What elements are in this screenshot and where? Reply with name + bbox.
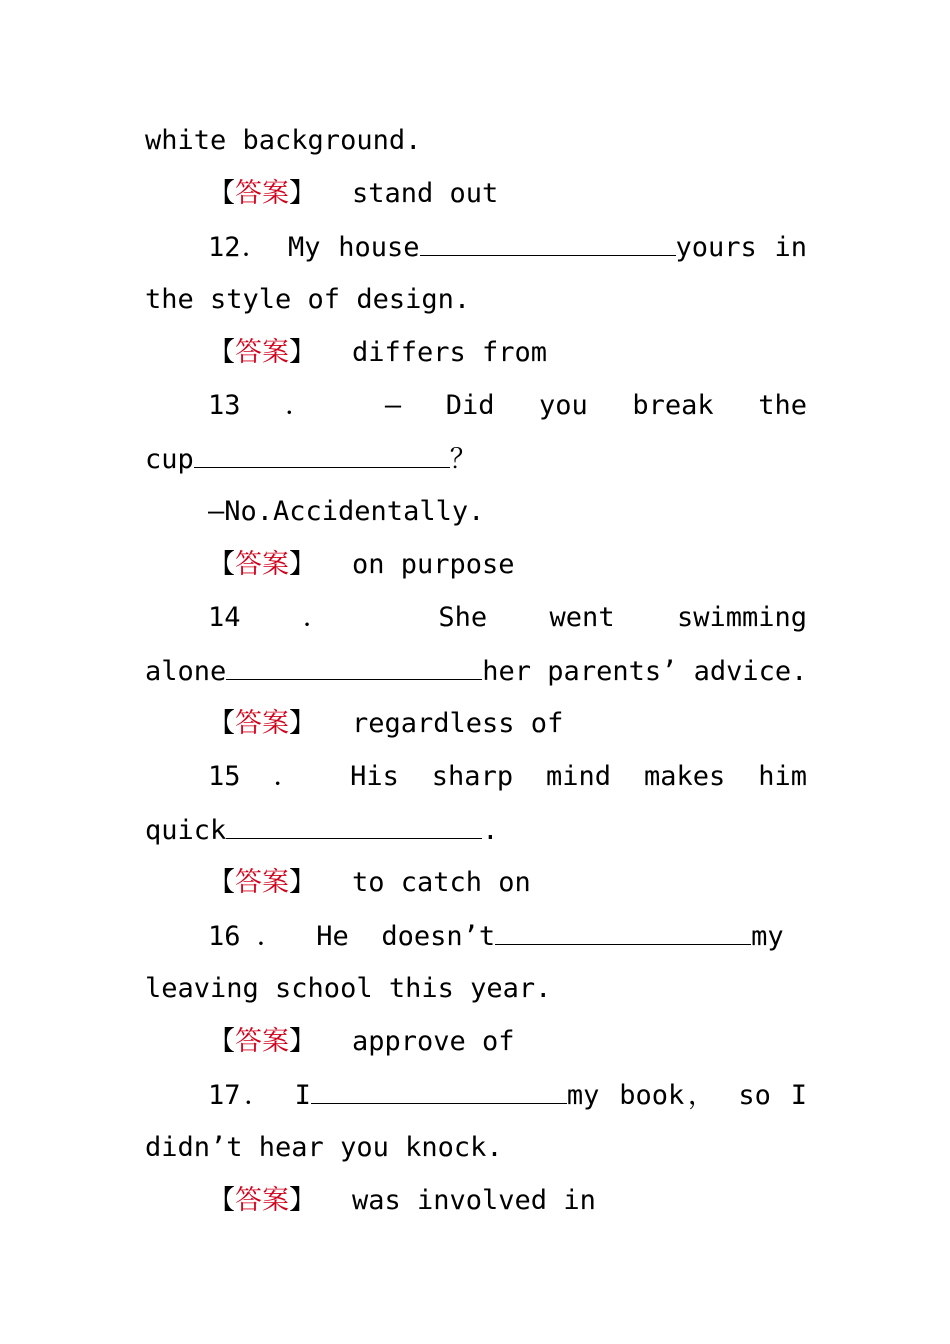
answer-label	[208, 1185, 316, 1216]
word: went	[549, 602, 615, 633]
word: He	[316, 921, 349, 952]
word: mind	[546, 761, 612, 792]
word: His	[350, 761, 399, 792]
bracket-open: 【	[208, 178, 235, 209]
bracket-close: 】	[289, 1185, 316, 1216]
word: She	[438, 602, 488, 633]
word: the	[758, 390, 807, 421]
bracket-open: 【	[208, 867, 235, 898]
answer-word: 答案	[235, 1185, 289, 1216]
question-number: 14	[208, 602, 241, 633]
answer-text: approve of	[352, 1026, 515, 1057]
answer-line-13	[208, 547, 807, 583]
word: My	[288, 232, 321, 263]
answer-label	[208, 708, 316, 739]
answer-text: on purpose	[352, 549, 515, 580]
word: Did	[445, 390, 495, 421]
answer-line-15	[208, 865, 807, 901]
word: doesn’t	[381, 921, 496, 952]
answer-blank	[194, 441, 450, 468]
answer-word: 答案	[235, 867, 289, 898]
question-number: 15	[208, 761, 241, 792]
word: book，	[619, 1080, 719, 1111]
word: I	[294, 1080, 311, 1111]
question-13-cont	[145, 441, 807, 478]
bracket-open: 【	[208, 1185, 235, 1216]
word: ．	[256, 921, 284, 952]
word: quick	[145, 815, 227, 846]
question-14	[208, 600, 807, 636]
word: in	[774, 232, 808, 263]
answer-word: 答案	[235, 178, 289, 209]
answer-text: stand out	[352, 178, 499, 209]
question-16-cont	[145, 971, 807, 1007]
word: my	[566, 1080, 600, 1111]
answer-text: to catch on	[352, 867, 531, 898]
question-15	[208, 759, 807, 795]
bracket-open: 【	[208, 708, 235, 739]
word: break	[632, 390, 714, 421]
question-16	[208, 918, 807, 955]
answer-blank	[311, 1077, 567, 1104]
answer-line-12	[208, 335, 807, 371]
answer-line-11	[208, 176, 807, 212]
question-number: 16	[208, 921, 241, 952]
line-text: white background.	[145, 125, 422, 156]
question-12	[208, 229, 807, 266]
word: —	[384, 390, 402, 421]
answer-label	[208, 867, 316, 898]
question-13-reply	[208, 494, 807, 530]
answer-text: differs from	[352, 337, 548, 368]
bracket-open: 【	[208, 337, 235, 368]
question-17-cont	[145, 1130, 807, 1166]
word: my	[751, 921, 784, 952]
word: ．	[302, 602, 377, 633]
answer-blank	[420, 229, 676, 256]
bracket-close: 】	[289, 708, 316, 739]
line-text: the style of design.	[145, 284, 471, 315]
question-17	[208, 1077, 807, 1114]
answer-label	[208, 1026, 316, 1057]
answer-label	[208, 549, 316, 580]
word: yours	[675, 232, 757, 263]
line-text: didn’t hear you knock.	[145, 1132, 503, 1163]
word: so	[738, 1080, 771, 1111]
word: I	[790, 1080, 807, 1111]
bracket-close: 】	[289, 178, 316, 209]
answer-line-17	[208, 1183, 807, 1219]
word: .	[482, 815, 499, 846]
word: house	[338, 232, 420, 263]
word: cup	[145, 444, 194, 475]
word: her parents’ advice.	[482, 656, 808, 687]
answer-label	[208, 337, 316, 368]
word: you	[539, 390, 588, 421]
bracket-close: 】	[289, 549, 316, 580]
word: alone	[145, 656, 227, 687]
bracket-open: 【	[208, 1026, 235, 1057]
answer-line-14	[208, 706, 807, 742]
line-text: leaving school this year.	[145, 973, 552, 1004]
word: him	[758, 761, 807, 792]
word: sharp	[431, 761, 514, 792]
answer-line-16	[208, 1024, 807, 1060]
answer-blank	[226, 812, 482, 839]
answer-word: 答案	[235, 337, 289, 368]
question-number: 13	[208, 390, 241, 421]
answer-word: 答案	[235, 1026, 289, 1057]
answer-blank	[226, 653, 482, 680]
word: ？	[449, 444, 477, 475]
question-14-cont	[145, 653, 807, 690]
answer-label	[208, 178, 316, 209]
bracket-close: 】	[289, 867, 316, 898]
word: ．	[285, 390, 341, 421]
text-line	[145, 123, 807, 159]
word: swimming	[676, 602, 807, 633]
line-text: —No.Accidentally.	[208, 496, 485, 527]
question-number: 12．	[208, 232, 271, 263]
question-number: 17．	[208, 1080, 275, 1111]
word: makes	[643, 761, 726, 792]
question-13	[208, 388, 807, 424]
bracket-close: 】	[289, 337, 316, 368]
bracket-close: 】	[289, 1026, 316, 1057]
question-15-cont	[145, 812, 807, 849]
answer-word: 答案	[235, 549, 289, 580]
word: ．	[273, 761, 318, 792]
answer-word: 答案	[235, 708, 289, 739]
answer-text: regardless of	[352, 708, 564, 739]
bracket-open: 【	[208, 549, 235, 580]
answer-blank	[495, 918, 751, 945]
question-12-cont	[145, 282, 807, 318]
answer-text: was involved in	[352, 1185, 596, 1216]
